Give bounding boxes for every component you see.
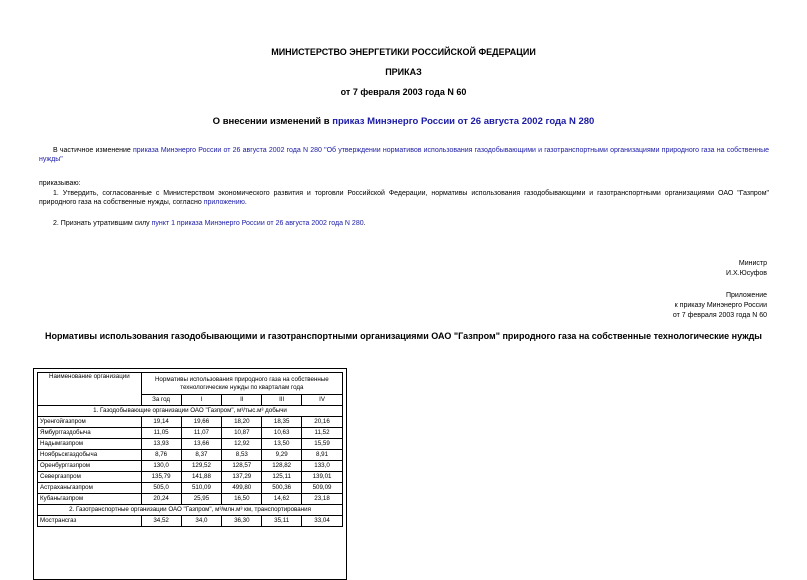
org-name-cell: Уренгойгазпром: [38, 417, 142, 428]
table-row: [38, 472, 343, 483]
item2-end: .: [363, 220, 366, 227]
doc-date-heading: от 7 февраля 2003 года N 60: [340, 87, 467, 97]
value-cell: 19,14: [141, 417, 181, 428]
doc-type-heading: ПРИКАЗ: [385, 67, 422, 77]
org-name-cell: Ноябрьскгаздобыча: [38, 450, 142, 461]
table-row: [38, 494, 343, 505]
value-cell: 135,79: [141, 472, 181, 483]
table-row: [38, 428, 343, 439]
header-q2: II: [222, 395, 262, 406]
value-cell: 10,87: [222, 428, 262, 439]
value-cell: 20,24: [141, 494, 181, 505]
title-prefix: О внесении изменений в: [212, 116, 333, 127]
value-cell: 125,11: [262, 472, 302, 483]
title-link[interactable]: приказ Минэнерго России от 26 августа 2002 года N 280: [332, 116, 595, 127]
value-cell: 20,16: [302, 417, 343, 428]
value-cell: 509,09: [302, 483, 343, 494]
header-org: Наименование организации: [38, 373, 142, 406]
value-cell: 133,0: [302, 461, 343, 472]
value-cell: 34,52: [141, 516, 181, 527]
table-row: [38, 450, 343, 461]
item2-paragraph: [53, 219, 366, 228]
intro-link[interactable]: приказа Минэнерго России от 26 августа 2002 года N 280 "Об утверждении нормативов использования газодобывающими и газотранспортными организациями природного газа на собственные нужды": [39, 147, 769, 164]
value-cell: 12,92: [222, 439, 262, 450]
value-cell: 139,01: [302, 472, 343, 483]
value-cell: 18,20: [222, 417, 262, 428]
org-name-cell: Астраханьгазпром: [38, 483, 142, 494]
table-row: [38, 483, 343, 494]
item1-paragraph: [39, 189, 769, 207]
header-q4: IV: [302, 395, 343, 406]
value-cell: 129,52: [181, 461, 222, 472]
appendix-line2: к приказу Минэнерго России: [674, 302, 767, 309]
value-cell: 8,53: [222, 450, 262, 461]
value-cell: 141,88: [181, 472, 222, 483]
intro-paragraph: [39, 146, 769, 164]
value-cell: 9,29: [262, 450, 302, 461]
item1-link[interactable]: приложению: [203, 199, 245, 207]
document-title: [0, 116, 807, 127]
appendix-line1: Приложение: [725, 292, 767, 299]
value-cell: 11,52: [302, 428, 343, 439]
signature-name: И.Х.Юсуфов: [726, 270, 767, 277]
section1-row: 1. Газодобывающие организации ОАО "Газпром", м³/тыс.м³ добычи: [38, 406, 343, 417]
item1-end: .: [244, 199, 247, 207]
value-cell: 11,05: [141, 428, 181, 439]
org-name-cell: Ямбурггаздобыча: [38, 428, 142, 439]
value-cell: 13,93: [141, 439, 181, 450]
item2-text: 2. Признать утратившим силу: [53, 220, 152, 227]
value-cell: 34,0: [181, 516, 222, 527]
signature-block: [726, 259, 767, 279]
org-name-cell: Надымгазпром: [38, 439, 142, 450]
value-cell: 25,95: [181, 494, 222, 505]
appendix-line3: от 7 февраля 2003 года N 60: [672, 312, 767, 319]
header-year: За год: [141, 395, 181, 406]
header-q1: I: [181, 395, 222, 406]
ministry-heading: МИНИСТЕРСТВО ЭНЕРГЕТИКИ РОССИЙСКОЙ ФЕДЕРАЦИИ: [271, 47, 536, 57]
item1-text: 1. Утвердить, согласованные с Министерством экономического развития и торговли Российской Федерации, нормативы использования газодобывающими и газотранспортными организациями ОАО "Газпром" природного газа на собственные нужды, согласно: [39, 190, 769, 207]
value-cell: 13,66: [181, 439, 222, 450]
table-row: [38, 516, 343, 527]
header-q3: III: [262, 395, 302, 406]
header-norms: Нормативы использования природного газа на собственные технологические нужды по кварталам года: [141, 373, 342, 395]
signature-position: Министр: [738, 260, 767, 267]
value-cell: 128,82: [262, 461, 302, 472]
value-cell: 510,09: [181, 483, 222, 494]
table-row: [38, 417, 343, 428]
value-cell: 14,62: [262, 494, 302, 505]
norms-table: [37, 372, 343, 527]
value-cell: 10,63: [262, 428, 302, 439]
org-name-cell: Кубаньгазпром: [38, 494, 142, 505]
table-row: [38, 439, 343, 450]
value-cell: 15,59: [302, 439, 343, 450]
value-cell: 18,35: [262, 417, 302, 428]
value-cell: 8,76: [141, 450, 181, 461]
value-cell: 500,36: [262, 483, 302, 494]
value-cell: 19,66: [181, 417, 222, 428]
order-word: приказываю:: [39, 180, 81, 187]
value-cell: 16,50: [222, 494, 262, 505]
appendix-block: [673, 291, 767, 321]
value-cell: 130,0: [141, 461, 181, 472]
value-cell: 36,30: [222, 516, 262, 527]
org-name-cell: Мострансгаз: [38, 516, 142, 527]
value-cell: 35,11: [262, 516, 302, 527]
org-name-cell: Севергазпром: [38, 472, 142, 483]
value-cell: 33,04: [302, 516, 343, 527]
value-cell: 128,57: [222, 461, 262, 472]
value-cell: 8,37: [181, 450, 222, 461]
value-cell: 8,91: [302, 450, 343, 461]
item2-link[interactable]: пункт 1 приказа Минэнерго России от 26 августа 2002 года N 280: [151, 220, 364, 227]
section2-row: 2. Газотранспортные организации ОАО "Газпром", м³/млн.м³ км, транспортирования: [38, 505, 343, 516]
value-cell: 499,80: [222, 483, 262, 494]
org-name-cell: Оренбурггазпром: [38, 461, 142, 472]
intro-prefix: В частичное изменение: [53, 147, 133, 154]
value-cell: 13,50: [262, 439, 302, 450]
table-row: [38, 461, 343, 472]
value-cell: 11,07: [181, 428, 222, 439]
value-cell: 505,0: [141, 483, 181, 494]
value-cell: 137,29: [222, 472, 262, 483]
section-title: Нормативы использования газодобывающими и газотранспортными организациями ОАО "Газпром" природного газа на собственные технологические нужды: [45, 331, 762, 341]
value-cell: 23,18: [302, 494, 343, 505]
